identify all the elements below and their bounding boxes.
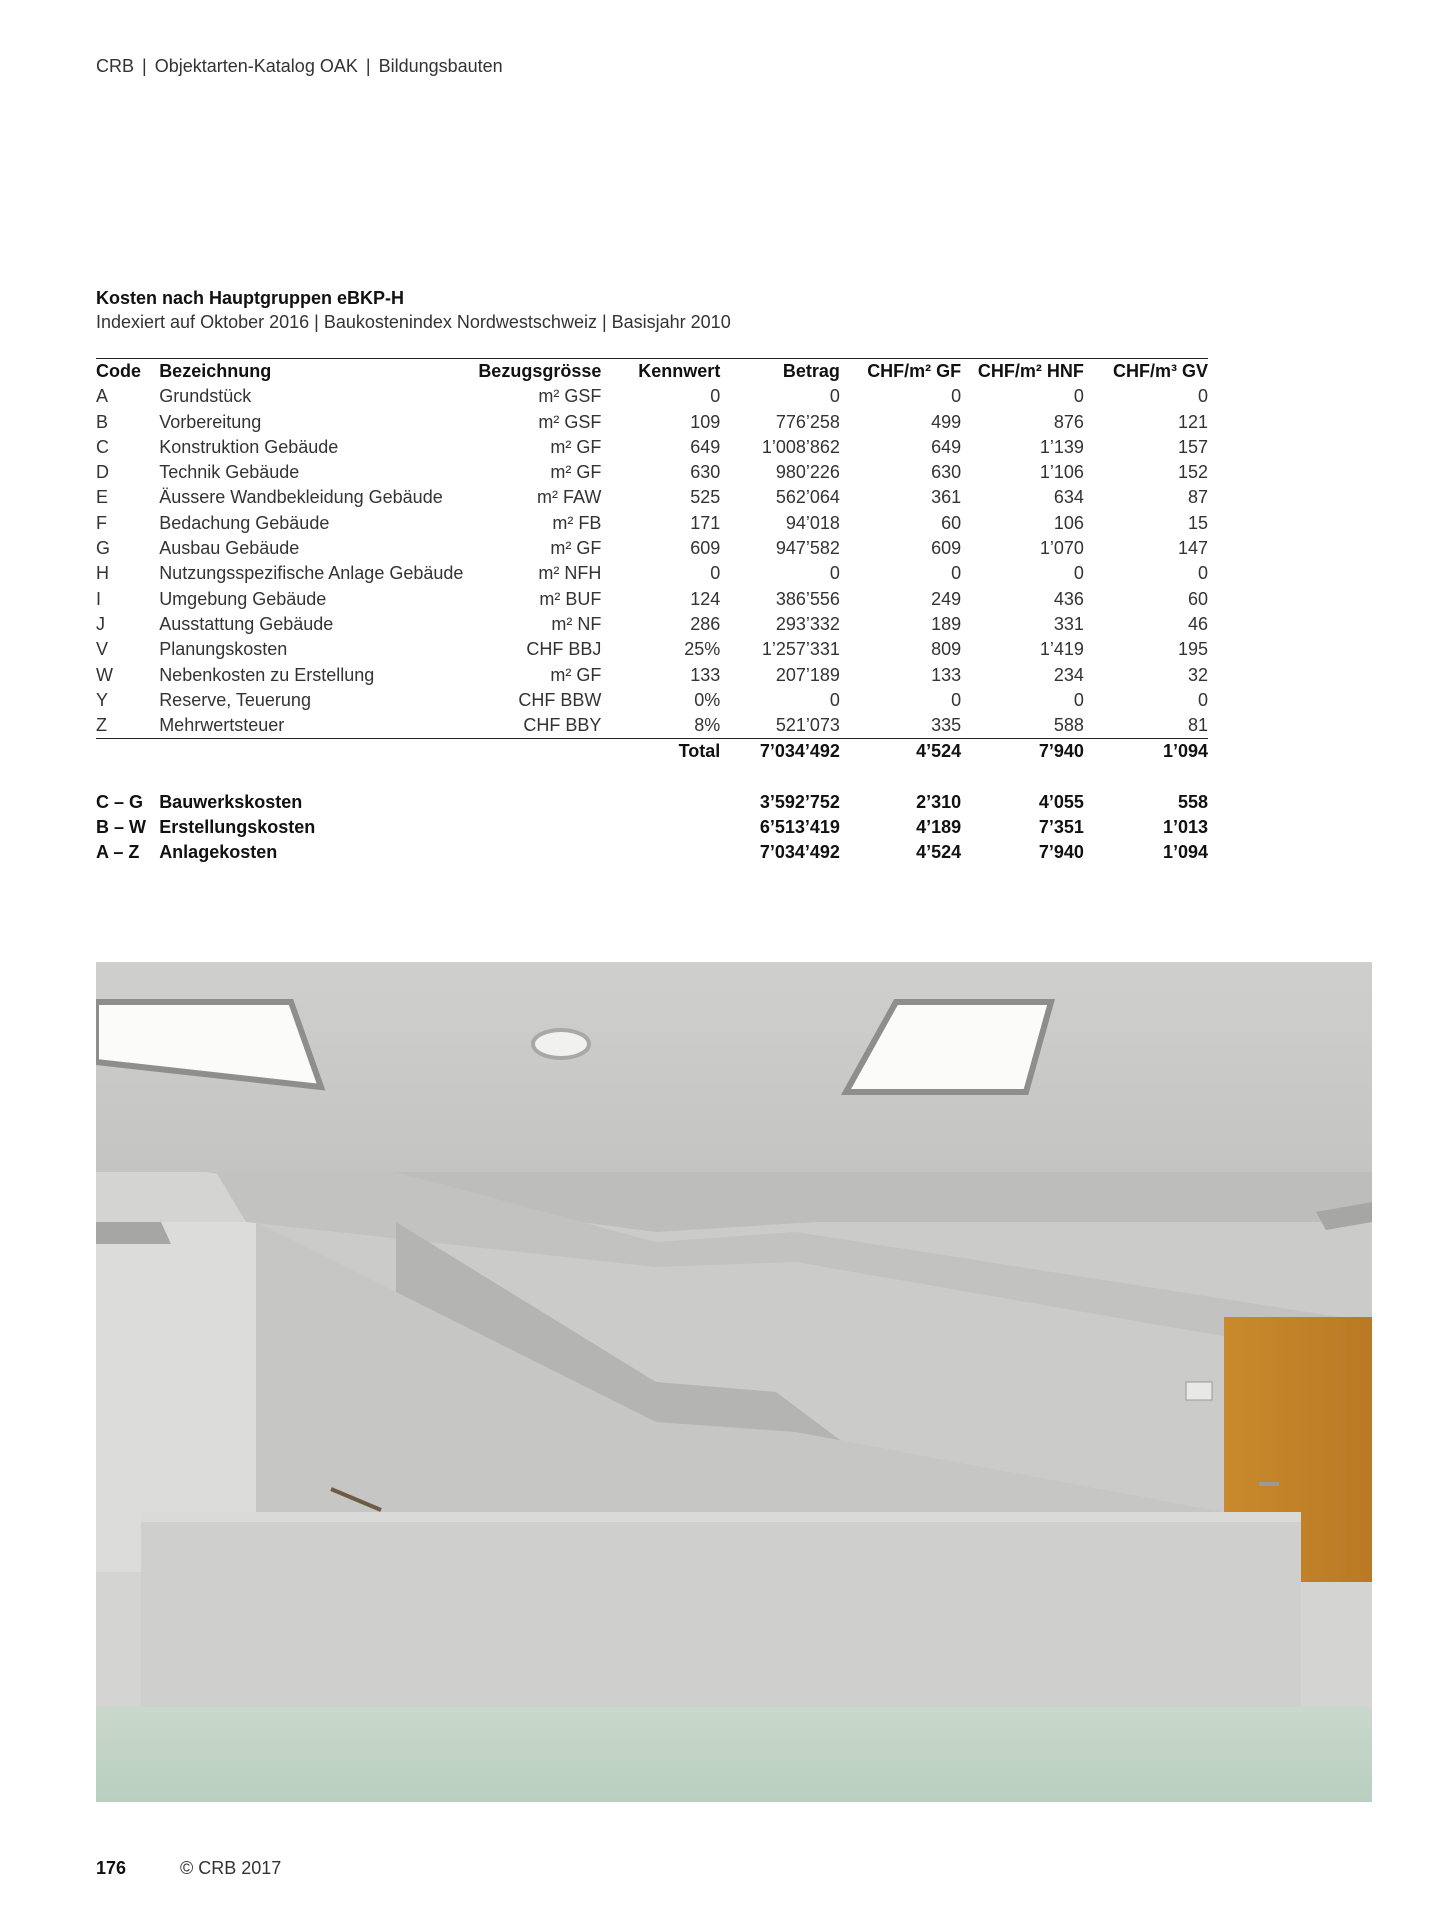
cell-bezugsgroesse: m² GSF (538, 386, 602, 407)
header-category: Bildungsbauten (378, 56, 503, 76)
cell-code: F (96, 512, 107, 533)
cell-chf-gf: 0 (951, 689, 962, 710)
cell-bezeichnung: Nutzungsspezifische Anlage Gebäude (159, 563, 464, 584)
cell-code: V (96, 639, 109, 660)
cell-kennwert: 0 (710, 563, 721, 584)
staircase-photo (96, 962, 1372, 1802)
cell-kennwert: 109 (690, 411, 721, 432)
cell-chf-gv: 0 (1197, 386, 1208, 407)
cell-chf-gf: 0 (951, 386, 962, 407)
cell-bezugsgroesse: m² BUF (539, 588, 602, 609)
cell-kennwert: 0 (710, 386, 721, 407)
cell-bezeichnung: Umgebung Gebäude (159, 588, 327, 609)
light-switch (1186, 1382, 1212, 1400)
cell-chf-gv: 152 (1177, 462, 1208, 483)
table-row (96, 561, 1208, 586)
cell-chf-hnf: 0 (1073, 689, 1084, 710)
cell-kennwert (601, 840, 720, 865)
ceiling-light-small-left (96, 1222, 171, 1244)
cell-chf-hnf: 588 (961, 713, 1084, 739)
cell-chf-gv: 32 (1187, 664, 1208, 685)
cell-chf-gv: 195 (1177, 639, 1208, 660)
summary-row (96, 815, 1208, 840)
cell-betrag: 0 (829, 563, 840, 584)
cell-code: Z (96, 713, 159, 739)
cell-bezeichnung: Nebenkosten zu Erstellung (159, 664, 375, 685)
cell-betrag: 776’258 (775, 411, 840, 432)
total-row (96, 739, 1208, 765)
cell-chf-hnf: 1’419 (1039, 639, 1084, 660)
cell-code: B – W (96, 817, 147, 838)
cell-bezugsgroesse: m² NF (551, 613, 602, 634)
cell-betrag: 0 (829, 386, 840, 407)
table-row (96, 713, 1208, 739)
cell-bezeichnung: Grundstück (159, 386, 252, 407)
cell-code: A (96, 386, 109, 407)
cell-betrag: 6’513’419 (759, 817, 840, 838)
cell-bezeichnung: Bedachung Gebäude (159, 512, 330, 533)
cell-chf-hnf: 1’070 (1039, 538, 1084, 559)
floor (96, 1707, 1372, 1802)
cell-chf-hnf: 7’940 (1038, 842, 1084, 863)
cell-code: J (96, 613, 105, 634)
cell-kennwert: 171 (690, 512, 721, 533)
spacer-row (96, 765, 1208, 790)
cell-kennwert: 124 (690, 588, 721, 609)
cell-chf-gv: 15 (1187, 512, 1208, 533)
cell-chf-gf: 4’524 (916, 741, 962, 762)
running-header (96, 56, 503, 77)
table-row (96, 688, 1208, 713)
cell-chf-hnf: 7’940 (1038, 741, 1084, 762)
balustrade (141, 1517, 1301, 1712)
cell-code: W (96, 664, 113, 685)
cell-betrag: 562’064 (775, 487, 840, 508)
cell-kennwert: 609 (690, 538, 721, 559)
cell-bezeichnung: Bauwerkskosten (159, 791, 303, 812)
cell-bezugsgroesse: m² FAW (537, 487, 602, 508)
table-row (96, 637, 1208, 662)
cell-bezeichnung: Technik Gebäude (159, 462, 300, 483)
section-subtitle: Indexiert auf Oktober 2016 | Baukostenindex Nordwestschweiz | Basisjahr 2010 (96, 312, 731, 332)
cell-betrag: 94’018 (785, 512, 840, 533)
cell-chf-gv: 1’094 (1162, 741, 1208, 762)
cell-code: C – G (96, 791, 144, 812)
cell-chf-gf: 189 (931, 613, 962, 634)
cell-bezugsgroesse (463, 815, 601, 840)
cell-bezeichnung: Anlagekosten (159, 842, 278, 863)
cell-kennwert: 8% (601, 713, 720, 739)
cell-code (96, 739, 159, 765)
cell-chf-hnf: 1’139 (1039, 436, 1084, 457)
cell-chf-gv: 0 (1197, 689, 1208, 710)
summary-row (96, 790, 1208, 815)
cell-chf-gf: 609 (931, 538, 962, 559)
header-separator: | (142, 56, 147, 76)
cell-bezeichnung: Reserve, Teuerung (159, 689, 311, 710)
spacer-cell (96, 765, 1208, 790)
cell-chf-gf: 4’524 (916, 842, 962, 863)
cell-kennwert: 25% (684, 639, 721, 660)
cell-bezugsgroesse: m² NFH (538, 563, 602, 584)
cell-bezeichnung (159, 739, 463, 765)
cell-chf-hnf: 1’106 (1039, 462, 1084, 483)
balustrade-top (141, 1512, 1301, 1522)
cell-chf-gf: 2’310 (916, 791, 962, 812)
table-row (96, 663, 1208, 688)
table-row (96, 460, 1208, 485)
cell-chf-gf: 335 (840, 713, 961, 739)
col-header-bezeichnung: Bezeichnung (159, 361, 272, 381)
cell-chf-gv: 1’094 (1162, 842, 1208, 863)
cell-chf-gf: 60 (941, 512, 962, 533)
table-row (96, 485, 1208, 510)
cell-bezugsgroesse: m² GF (550, 664, 602, 685)
cell-bezugsgroesse (463, 840, 601, 865)
header-catalog: Objektarten-Katalog OAK (154, 56, 358, 76)
cell-kennwert: 630 (690, 462, 721, 483)
cell-chf-hnf: 0 (1073, 563, 1084, 584)
summary-row (96, 840, 1208, 865)
cell-chf-gf: 630 (931, 462, 962, 483)
table-row (96, 511, 1208, 536)
cell-kennwert: 133 (690, 664, 721, 685)
cell-bezeichnung: Planungskosten (159, 639, 288, 660)
col-header-bezugsgroesse: Bezugsgrösse (478, 361, 602, 381)
cell-betrag: 947’582 (775, 538, 840, 559)
cell-kennwert: 649 (690, 436, 721, 457)
header-separator: | (365, 56, 371, 76)
cell-chf-gv: 46 (1187, 613, 1208, 634)
cell-betrag: 7’034’492 (759, 842, 840, 863)
cell-chf-hnf: 876 (1053, 411, 1084, 432)
cell-bezugsgroesse: CHF BBY (463, 713, 601, 739)
cell-kennwert (601, 790, 720, 815)
table-row (96, 410, 1208, 435)
cell-code: B (96, 411, 109, 432)
cell-bezeichnung: Äussere Wandbekleidung Gebäude (159, 487, 443, 508)
cell-code: I (96, 588, 102, 609)
cell-bezugsgroesse: CHF BBW (518, 689, 602, 710)
cell-code: Y (96, 689, 109, 710)
cell-betrag: 207’189 (775, 664, 840, 685)
cell-kennwert: 286 (690, 613, 721, 634)
cell-kennwert: 525 (690, 487, 721, 508)
cell-kennwert (601, 815, 720, 840)
cell-chf-gv: 558 (1177, 791, 1208, 812)
table-row (96, 384, 1208, 409)
header-publisher: CRB (96, 56, 135, 76)
col-header-kennwert: Kennwert (638, 361, 721, 381)
cell-bezugsgroesse: m² GF (550, 436, 602, 457)
cell-betrag: 0 (829, 689, 840, 710)
cell-chf-hnf: 106 (1053, 512, 1084, 533)
cell-chf-gf: 499 (931, 411, 962, 432)
section-title: Kosten nach Hauptgruppen eBKP-H (96, 288, 405, 308)
cell-chf-gv: 0 (1197, 563, 1208, 584)
cell-code: C (96, 436, 109, 457)
cell-chf-gf: 249 (931, 588, 962, 609)
cell-code: H (96, 563, 109, 584)
cell-chf-gv: 1’013 (1162, 817, 1208, 838)
table-row (96, 587, 1208, 612)
cell-kennwert: 0% (694, 689, 721, 710)
cost-table (96, 358, 1208, 866)
cell-bezeichnung: Ausbau Gebäude (159, 538, 300, 559)
page-number: 176 (96, 1858, 127, 1878)
cell-chf-gf: 133 (931, 664, 962, 685)
cell-bezugsgroesse: CHF BBJ (526, 639, 602, 660)
cell-betrag: 521’073 (720, 713, 840, 739)
cell-betrag: 7’034’492 (759, 741, 840, 762)
cell-chf-hnf: 331 (1053, 613, 1084, 634)
cell-chf-hnf: 634 (1053, 487, 1084, 508)
cell-code: D (96, 462, 109, 483)
cell-betrag: 386’556 (775, 588, 840, 609)
table-row (96, 536, 1208, 561)
copyright: © CRB 2017 (180, 1858, 282, 1878)
cell-chf-gv: 81 (1084, 713, 1208, 739)
cell-code: E (96, 487, 109, 508)
cell-betrag: 1’008’862 (761, 436, 840, 457)
table-body (96, 384, 1208, 865)
cell-betrag: 293’332 (775, 613, 840, 634)
cell-bezeichnung: Mehrwertsteuer (159, 713, 463, 739)
cell-bezugsgroesse: m² GSF (538, 411, 602, 432)
col-header-chf-hnf: CHF/m² HNF (977, 361, 1084, 381)
cell-bezugsgroesse: m² GF (550, 462, 602, 483)
cell-code: A – Z (96, 842, 140, 863)
cell-chf-gf: 361 (931, 487, 962, 508)
col-header-betrag: Betrag (782, 361, 840, 381)
cell-kennwert: Total (678, 741, 721, 762)
cell-betrag: 980’226 (775, 462, 840, 483)
cell-bezugsgroesse: m² GF (550, 538, 602, 559)
table-row (96, 612, 1208, 637)
cell-chf-gv: 121 (1177, 411, 1208, 432)
cell-chf-hnf: 7’351 (1038, 817, 1084, 838)
table-header-row (96, 359, 1208, 385)
cell-bezeichnung: Erstellungskosten (159, 817, 316, 838)
cell-chf-gf: 4’189 (916, 817, 962, 838)
cell-chf-hnf: 234 (1053, 664, 1084, 685)
cell-betrag: 1’257’331 (761, 639, 840, 660)
col-header-code: Code (96, 361, 141, 381)
cell-bezeichnung: Vorbereitung (159, 411, 262, 432)
cell-bezugsgroesse (463, 739, 601, 765)
cell-bezugsgroesse (463, 790, 601, 815)
cell-betrag: 3’592’752 (759, 791, 840, 812)
cell-chf-gf: 809 (931, 639, 962, 660)
cell-chf-gv: 147 (1177, 538, 1208, 559)
cell-bezeichnung: Konstruktion Gebäude (159, 436, 339, 457)
cell-chf-hnf: 4’055 (1038, 791, 1084, 812)
ceiling-vent (533, 1030, 589, 1058)
cell-chf-hnf: 436 (1053, 588, 1084, 609)
cell-chf-gv: 157 (1177, 436, 1208, 457)
cell-chf-gf: 0 (951, 563, 962, 584)
col-header-chf-gv: CHF/m³ GV (1112, 361, 1208, 381)
cell-code: G (96, 538, 111, 559)
cell-chf-gv: 60 (1187, 588, 1208, 609)
cell-chf-gf: 649 (931, 436, 962, 457)
cell-chf-hnf: 0 (1073, 386, 1084, 407)
cell-bezeichnung: Ausstattung Gebäude (159, 613, 334, 634)
col-header-chf-gf: CHF/m² GF (867, 361, 962, 381)
cell-bezugsgroesse: m² FB (552, 512, 602, 533)
table-row (96, 435, 1208, 460)
cell-chf-gv: 87 (1187, 487, 1208, 508)
